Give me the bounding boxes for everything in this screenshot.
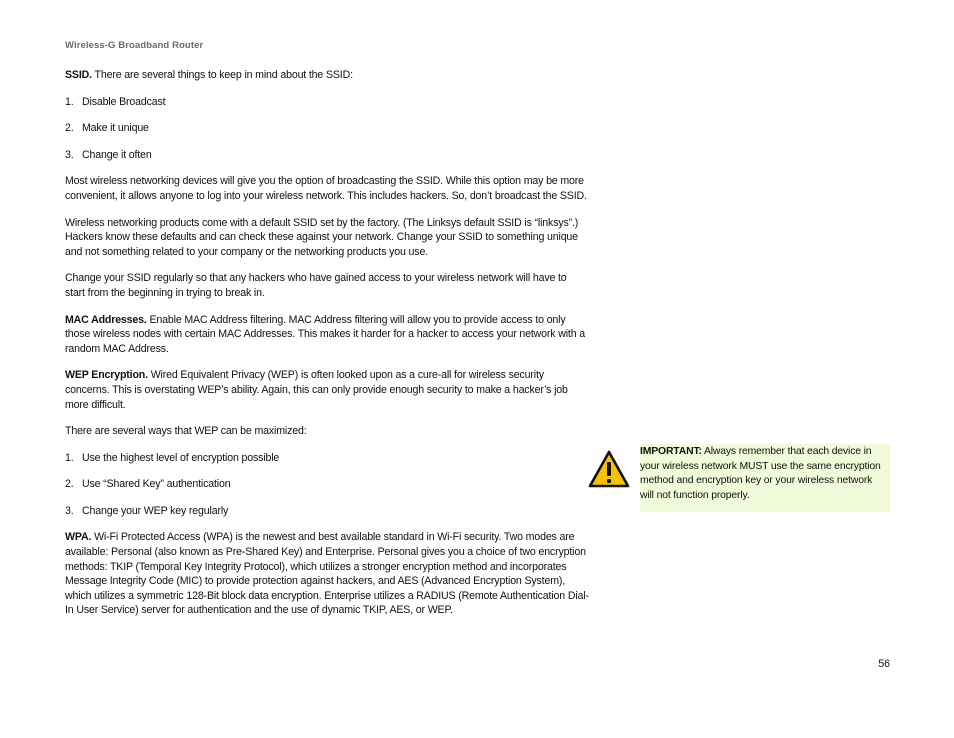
list-item xyxy=(65,451,589,466)
wpa-lead: WPA. xyxy=(65,531,92,544)
wpa-paragraph xyxy=(65,530,589,618)
list-text: Make it unique xyxy=(82,122,149,135)
ssid-lead: SSID. xyxy=(65,69,92,81)
wep-text: Wired Equivalent Privacy (WEP) is often looked upon as a cure-all for wireless security concerns. This is overstating WEP’s ability. Again, this can only provide enough security to make a hacker’s job more difficult. xyxy=(65,369,568,411)
important-note-text xyxy=(640,444,890,503)
list-item xyxy=(65,148,589,163)
page-number: 56 xyxy=(878,658,890,670)
wep-list xyxy=(65,451,589,519)
broadcast-paragraph: Most wireless networking devices will give you the option of broadcasting the SSID. While this option may be more convenient, it allows anyone to log into your wireless network. This includes hackers. So, don’t broadcast the SSID. xyxy=(65,175,587,202)
list-text: Change your WEP key regularly xyxy=(82,504,229,517)
warning-triangle-icon xyxy=(588,450,630,488)
wep-paragraph xyxy=(65,368,589,412)
running-head: Wireless-G Broadband Router xyxy=(65,40,204,51)
mac-paragraph xyxy=(65,313,589,357)
change-ssid-paragraph: Change your SSID regularly so that any hackers who have gained access to your wireless network will have to start from the beginning in trying to break in. xyxy=(65,272,567,299)
wep-lead: WEP Encryption. xyxy=(65,369,148,382)
list-number: 1. xyxy=(65,451,74,464)
list-number: 2. xyxy=(65,122,74,135)
list-text: Use the highest level of encryption possible xyxy=(82,451,280,464)
ssid-list xyxy=(65,95,589,163)
wpa-text: Wi-Fi Protected Access (WPA) is the newest and best available standard in Wi-Fi security. Two modes are available: Personal (also known as Pre-Shared Key) and Enterprise. Personal gives you a choice of two encryption methods: TKIP (Temporal Key Integrity Protocol), which utilizes a stronger encryption method and incorporates Message Integrity Code (MIC) to provide protection against hackers, and AES (Advanced Encryption System), which utilizes a symmetric 128-Bit block data encryption. Enterprise utilizes a RADIUS (Remote Authentication Dial-In User Service) server for authentication and the use of dynamic TKIP, AES, or WEP. xyxy=(65,531,589,617)
main-content xyxy=(65,68,589,630)
important-text: Always remember that each device in your wireless network MUST use the same encryption method and encryption key or your wireless network will not function properly. xyxy=(640,446,881,501)
list-number: 3. xyxy=(65,148,74,161)
mac-text: Enable MAC Address filtering. MAC Address filtering will allow you to provide access to only those wireless nodes with certain MAC Addresses. This makes it harder for a hacker to access your network with a random MAC Address. xyxy=(65,313,585,355)
list-text: Change it often xyxy=(82,148,152,161)
list-item xyxy=(65,504,589,519)
list-number: 3. xyxy=(65,504,74,517)
wep-ways-paragraph: There are several ways that WEP can be maximized: xyxy=(65,425,307,438)
list-item xyxy=(65,121,589,136)
default-ssid-paragraph: Wireless networking products come with a default SSID set by the factory. (The Linksys default SSID is “linksys”.) Hackers know these defaults and can check these against your network. Change your SSID to something unique and not something related to your company or the networking products you use. xyxy=(65,216,579,258)
list-text: Disable Broadcast xyxy=(82,95,166,108)
mac-lead: MAC Addresses. xyxy=(65,313,147,326)
list-number: 2. xyxy=(65,478,74,491)
list-text: Use “Shared Key” authentication xyxy=(82,478,231,491)
important-note xyxy=(640,444,890,512)
ssid-text: There are several things to keep in mind about the SSID: xyxy=(91,69,353,81)
list-item xyxy=(65,477,589,492)
important-lead: IMPORTANT: xyxy=(640,446,702,457)
list-number: 1. xyxy=(65,95,74,108)
ssid-paragraph xyxy=(65,68,589,83)
list-item xyxy=(65,95,589,110)
